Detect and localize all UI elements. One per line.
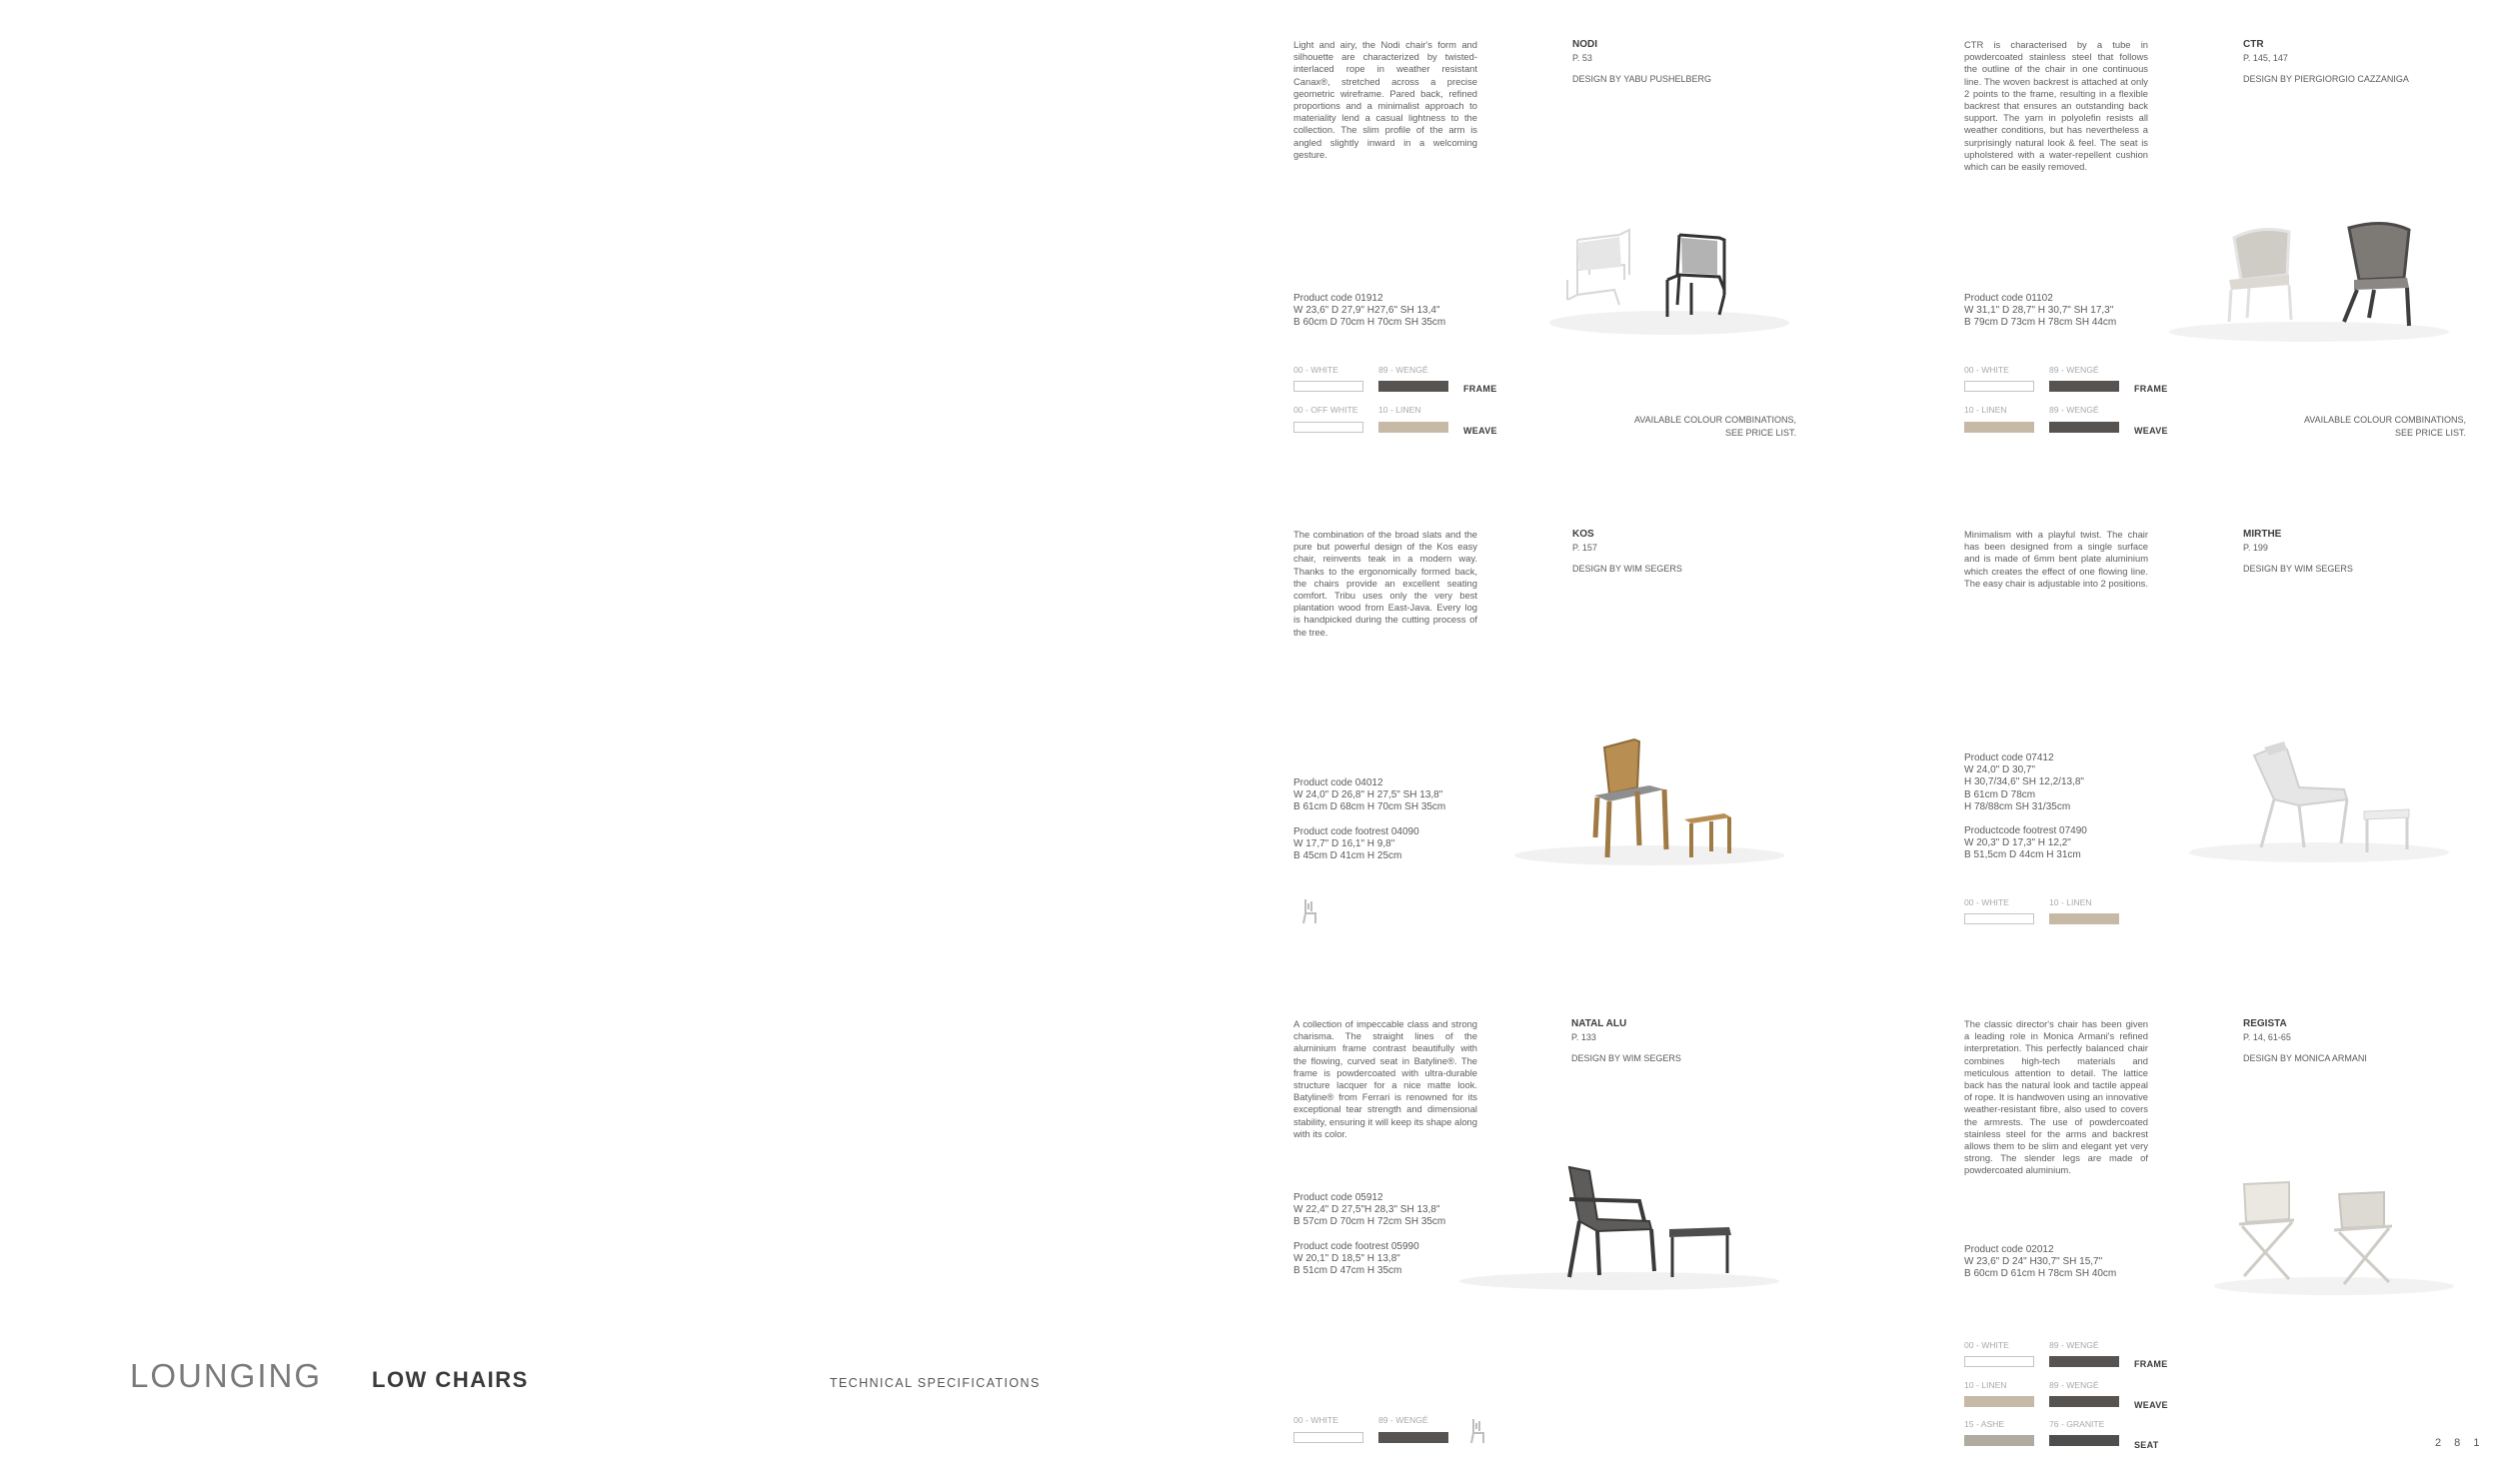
kos-spec-line: B 45cm D 41cm H 25cm [1293, 850, 1402, 862]
nodi-designer: DESIGN BY YABU PUSHELBERG [1572, 74, 1712, 84]
kos-page-ref: P. 157 [1572, 542, 1597, 553]
ctr-weave-color-label: 89 - WENGÉ [2049, 405, 2099, 415]
availability-line: AVAILABLE COLOUR COMBINATIONS, [2303, 415, 2466, 425]
mirthe-page-ref: P. 199 [2243, 542, 2268, 553]
natal-color-label: 89 - WENGÉ [1378, 1415, 1428, 1425]
ctr-spec-line: Product code 01102 [1964, 293, 2053, 304]
ctr-title-block [2243, 39, 2409, 86]
section-title: LOUNGING [130, 1357, 323, 1394]
natal-color-label: 00 - WHITE [1293, 1415, 1338, 1425]
page-number: 2 8 1 [2435, 1437, 2485, 1449]
kos-description: The combination of the broad slats and the pure but powerful design of the Kos easy chair, reinvents teak in a modern way. Thanks to the ergonomically formed back, the chairs provide an excellent seating comfort. Tribu uses only the very best plantation wood from East-Java. Every log is handpicked during the cutting process of the tree. [1293, 529, 1477, 638]
ctr-description: CTR is characterised by a tube in powdercoated stainless steel that follows the outline of the chair in one continuous line. The woven backrest is attached at only 2 points to the frame, resulting in a flexible backrest that ensures an outstanding back support. The yarn in polyolefin resists all weather conditions, but has nevertheless a surprisingly natural look & feel. The seat is upholstered with a water-repellent cushion which can be easily removed. [1964, 39, 2148, 173]
stacking-chair-icon [1299, 897, 1321, 925]
ctr-name: CTR [2243, 39, 2264, 50]
nodi-spec-line: B 60cm D 70cm H 70cm SH 35cm [1293, 317, 1446, 329]
regista-page-ref: P. 14, 61-65 [2243, 1031, 2291, 1042]
nodi-frame-swatch-wenge [1378, 381, 1448, 392]
nodi-frame-color-label: 89 - WENGÉ [1378, 365, 1428, 375]
nodi-title-block [1572, 39, 1711, 86]
ctr-spec-line: W 31,1" D 28,7" H 30,7" SH 17,3" [1964, 305, 2114, 317]
ctr-weave-label: WEAVE [2134, 426, 2168, 436]
regista-seat-swatch-granite [2049, 1435, 2119, 1446]
regista-seat-label: SEAT [2134, 1440, 2159, 1450]
availability-line: AVAILABLE COLOUR COMBINATIONS, [1633, 415, 1796, 425]
mirthe-swatch-white [1964, 913, 2034, 924]
regista-name: REGISTA [2243, 1018, 2287, 1029]
natal-description: A collection of impeccable class and strong charisma. The straight lines of the aluminium frame contrast beautifully with the flowing, curved seat in Batyline®. The frame is powdercoated with ultra-durable structure lacquer for a nice matte look. Batyline® from Ferrari is renowned for its exceptional tear strength and dimensional stability, ensuring it will keep its shape along with its color. [1293, 1018, 1477, 1139]
kos-name: KOS [1572, 529, 1594, 540]
natal-spec-line: B 51cm D 47cm H 35cm [1293, 1265, 1402, 1277]
technical-specifications-label: TECHNICAL SPECIFICATIONS [830, 1376, 1041, 1390]
regista-specs [1964, 1244, 2184, 1281]
regista-spec-line: B 60cm D 61cm H 78cm SH 40cm [1964, 1268, 2117, 1280]
mirthe-spec-line: B 61cm D 78cm [1964, 788, 2036, 800]
ctr-frame-swatch-wenge [2049, 381, 2119, 392]
regista-frame-swatch-white [1964, 1356, 2034, 1367]
mirthe-title-block [2243, 529, 2353, 576]
ctr-spec-line: B 79cm D 73cm H 78cm SH 44cm [1964, 317, 2117, 329]
regista-product-photo [2194, 1164, 2454, 1304]
regista-weave-swatch-wenge [2049, 1396, 2119, 1407]
regista-frame-color-label: 00 - WHITE [1964, 1340, 2009, 1350]
nodi-frame-swatch-white [1293, 381, 1363, 392]
kos-spec-line: W 24,0" D 26,8" H 27,5" SH 13,8" [1293, 789, 1443, 801]
natal-spec-line: W 20,1" D 18,5" H 13,8" [1293, 1252, 1400, 1264]
nodi-weave-swatch-linen [1378, 422, 1448, 433]
ctr-weave-swatch-linen [1964, 422, 2034, 433]
ctr-specs [1964, 293, 2184, 330]
ctr-availability-note [2206, 414, 2466, 440]
mirthe-color-label: 00 - WHITE [1964, 897, 2009, 907]
nodi-page-ref: P. 53 [1572, 52, 1592, 63]
nodi-frame-label: FRAME [1463, 384, 1497, 394]
regista-seat-swatch-ashe [1964, 1435, 2034, 1446]
regista-spec-line: W 23,6" D 24" H30,7" SH 15,7" [1964, 1256, 2103, 1268]
kos-product-photo [1499, 728, 1789, 877]
subsection-title: LOW CHAIRS [372, 1367, 529, 1392]
nodi-name: NODI [1572, 39, 1597, 50]
ctr-frame-label: FRAME [2134, 384, 2168, 394]
kos-spec-line: W 17,7" D 16,1" H 9,8" [1293, 837, 1395, 849]
kos-specs [1293, 777, 1513, 862]
kos-title-block [1572, 529, 1682, 576]
regista-frame-color-label: 89 - WENGÉ [2049, 1340, 2099, 1350]
natal-swatch-wenge [1378, 1432, 1448, 1443]
mirthe-description: Minimalism with a playful twist. The chair has been designed from a single surface and is made of 6mm bent plate aluminium which creates the effect of one flowing line. The easy chair is adjustable into 2 positions. [1964, 529, 2148, 589]
nodi-spec-line: Product code 01912 [1293, 293, 1383, 304]
mirthe-name: MIRTHE [2243, 529, 2282, 540]
stacking-chair-icon [1467, 1417, 1489, 1445]
mirthe-spec-line: Product code 07412 [1964, 752, 2054, 763]
mirthe-color-label: 10 - LINEN [2049, 897, 2092, 907]
natal-title-block [1571, 1018, 1681, 1065]
nodi-frame-color-label: 00 - WHITE [1293, 365, 1338, 375]
natal-name: NATAL ALU [1571, 1018, 1627, 1029]
natal-page-ref: P. 133 [1571, 1031, 1596, 1042]
natal-specs [1293, 1192, 1513, 1277]
regista-designer: DESIGN BY MONICA ARMANI [2243, 1053, 2367, 1063]
ctr-page-ref: P. 145, 147 [2243, 52, 2288, 63]
mirthe-spec-line: B 51,5cm D 44cm H 31cm [1964, 849, 2081, 861]
regista-seat-color-label: 76 - GRANITE [2049, 1419, 2105, 1429]
nodi-weave-color-label: 10 - LINEN [1378, 405, 1421, 415]
natal-spec-line: Product code 05912 [1293, 1192, 1383, 1203]
natal-spec-line: B 57cm D 70cm H 72cm SH 35cm [1293, 1216, 1446, 1228]
nodi-spec-line: W 23,6" D 27,9" H27,6" SH 13,4" [1293, 305, 1440, 317]
kos-designer: DESIGN BY WIM SEGERS [1572, 564, 1682, 574]
mirthe-swatch-linen [2049, 913, 2119, 924]
regista-weave-color-label: 10 - LINEN [1964, 1380, 2007, 1390]
mirthe-spec-line: W 20,3" D 17,3" H 12,2" [1964, 837, 2071, 849]
availability-line: SEE PRICE LIST. [2394, 428, 2466, 438]
regista-frame-swatch-wenge [2049, 1356, 2119, 1367]
mirthe-product-photo [2169, 728, 2449, 877]
mirthe-designer: DESIGN BY WIM SEGERS [2243, 564, 2353, 574]
regista-weave-label: WEAVE [2134, 1400, 2168, 1410]
natal-spec-line: Product code footrest 05990 [1293, 1240, 1419, 1252]
regista-frame-label: FRAME [2134, 1359, 2168, 1369]
mirthe-spec-line: H 30,7/34,6" SH 12,2/13,8" [1964, 776, 2084, 788]
nodi-weave-color-label: 00 - OFF WHITE [1293, 405, 1358, 415]
ctr-designer: DESIGN BY PIERGIORGIO CAZZANIGA [2243, 74, 2409, 84]
nodi-product-photo [1519, 205, 1799, 355]
nodi-availability-note [1536, 414, 1796, 440]
nodi-weave-swatch-offwhite [1293, 422, 1363, 433]
kos-spec-line: B 61cm D 68cm H 70cm SH 35cm [1293, 801, 1446, 813]
nodi-specs [1293, 293, 1513, 330]
natal-swatch-white [1293, 1432, 1363, 1443]
regista-description: The classic director's chair has been given a leading role in Monica Armani's refined interpretation. This perfectly balanced chair combines high-tech materials and meticulous attention to detail. The lattice back has the natural look and tactile appeal of rope. It is handwoven using an innovative weather-resistant fibre, also used to covers the armrests. The use of powdercoated stainless steel for the arms and backrest allows them to be slim and elegant yet very strong. The slender legs are made of powdercoated aluminium. [1964, 1018, 2148, 1176]
mirthe-spec-line: Productcode footrest 07490 [1964, 825, 2087, 837]
ctr-weave-color-label: 10 - LINEN [1964, 405, 2007, 415]
natal-spec-line: W 22,4" D 27,5"H 28,3" SH 13,8" [1293, 1204, 1440, 1216]
regista-weave-color-label: 89 - WENGÉ [2049, 1380, 2099, 1390]
regista-title-block [2243, 1018, 2367, 1065]
regista-weave-swatch-linen [1964, 1396, 2034, 1407]
nodi-weave-label: WEAVE [1463, 426, 1497, 436]
regista-spec-line: Product code 02012 [1964, 1244, 2054, 1255]
mirthe-specs [1964, 752, 2184, 862]
regista-seat-color-label: 15 - ASHE [1964, 1419, 2005, 1429]
kos-spec-line: Product code footrest 04090 [1293, 825, 1419, 837]
mirthe-spec-line: H 78/88cm SH 31/35cm [1964, 800, 2071, 812]
ctr-frame-color-label: 00 - WHITE [1964, 365, 2009, 375]
availability-line: SEE PRICE LIST. [1724, 428, 1796, 438]
ctr-frame-swatch-white [1964, 381, 2034, 392]
kos-spec-line: Product code 04012 [1293, 777, 1383, 788]
ctr-frame-color-label: 89 - WENGÉ [2049, 365, 2099, 375]
nodi-description: Light and airy, the Nodi chair's form and silhouette are characterized by twisted-interlaced rope in weather resistant Canax®, stretched across a precise geometric wireframe. Pared back, refined proportions and a minimalist approach to materiality lend a casual lightness to the collection. The slim profile of the arm is angled slightly inward in a welcoming gesture. [1293, 39, 1477, 160]
ctr-product-photo [2159, 210, 2459, 350]
mirthe-spec-line: W 24,0" D 30,7" [1964, 764, 2036, 776]
natal-designer: DESIGN BY WIM SEGERS [1571, 1053, 1681, 1063]
ctr-weave-swatch-wenge [2049, 422, 2119, 433]
